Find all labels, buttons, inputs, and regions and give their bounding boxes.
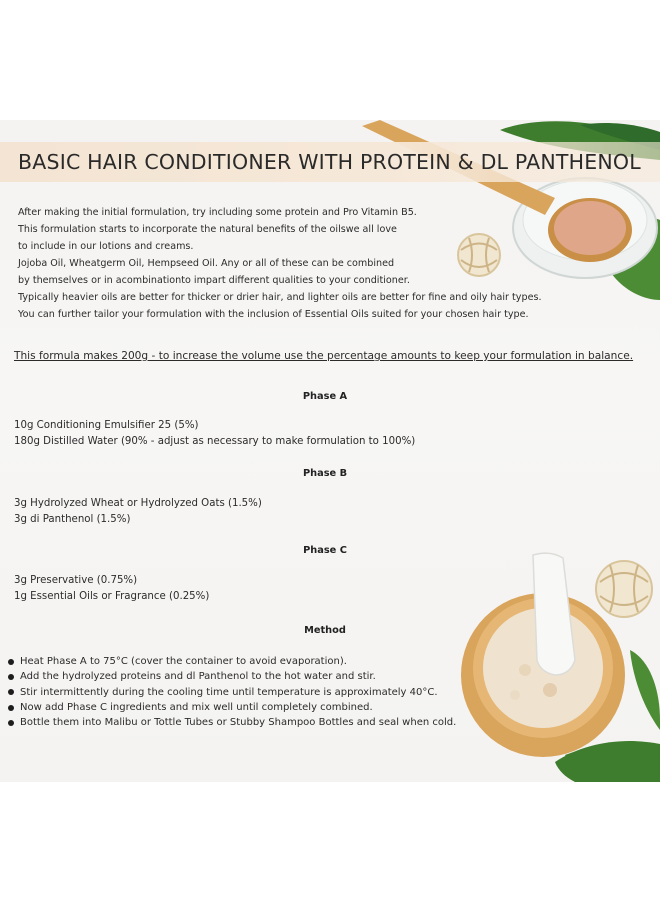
intro-line: You can further tailor your formulation with the inclusion of Essential Oils suited for your chosen hair type.: [18, 309, 529, 320]
method-step: [8, 700, 508, 715]
ingredient-line: 1g Essential Oils or Fragrance (0.25%): [14, 590, 210, 602]
intro-line: This formulation starts to incorporate the natural benefits of the oilswe all love: [18, 224, 397, 235]
method-step: [8, 669, 508, 684]
method-step-text: Now add Phase C ingredients and mix well until completely combined.: [20, 701, 373, 713]
method-heading: Method: [304, 625, 346, 636]
method-list: [8, 654, 508, 730]
intro-line: Typically heavier oils are better for thicker or drier hair, and lighter oils are better for fine and oily hair types.: [18, 292, 542, 303]
method-step: [8, 654, 508, 669]
ingredient-line: 3g Preservative (0.75%): [14, 575, 138, 586]
phase-b-heading: Phase B: [302, 468, 348, 479]
bullet-icon: [8, 705, 14, 711]
intro-line: After making the initial formulation, try including some protein and Pro Vitamin B5.: [18, 207, 417, 218]
bullet-icon: [8, 720, 14, 726]
ingredient-line: 180g Distilled Water (90% - adjust as necessary to make formulation to 100%): [14, 435, 416, 447]
intro-line: to include in our lotions and creams.: [18, 241, 194, 252]
formula-note: This formula makes 200g - to increase the volume use the percentage amounts to keep your formulation in balance.: [14, 350, 634, 362]
bullet-icon: [8, 689, 14, 695]
ingredient-line: 10g Conditioning Emulsifier 25 (5%): [14, 420, 199, 431]
phase-b-ingredients: [14, 496, 494, 527]
method-step: [8, 715, 508, 730]
phase-a-ingredients: [14, 418, 494, 449]
method-step-text: Heat Phase A to 75°C (cover the container to avoid evaporation).: [20, 656, 347, 667]
phase-c-ingredients: [14, 573, 494, 604]
method-step-text: Stir intermittently during the cooling time until temperature is approximately 40°C.: [20, 686, 438, 698]
leaf-icon: [630, 650, 660, 730]
ingredient-line: 3g di Panthenol (1.5%): [14, 513, 131, 525]
intro-line: by themselves or in acombinationto impart different qualities to your conditioner.: [18, 275, 410, 286]
ingredient-line: 3g Hydrolyzed Wheat or Hydrolyzed Oats (1.5%): [14, 498, 262, 509]
intro-paragraph: [18, 204, 558, 323]
phase-a-heading: Phase A: [302, 391, 348, 402]
intro-line: Jojoba Oil, Wheatgerm Oil, Hempseed Oil. Any or all of these can be combined: [18, 258, 395, 269]
method-step-text: Bottle them into Malibu or Tottle Tubes or Stubby Shampoo Bottles and seal when cold.: [20, 717, 457, 729]
leaves-icon: [555, 732, 660, 782]
recipe-card: [0, 120, 660, 782]
page-title: BASIC HAIR CONDITIONER WITH PROTEIN & DL PANTHENOL: [18, 150, 641, 174]
bullet-icon: [8, 674, 14, 680]
phase-c-heading: Phase C: [303, 545, 347, 556]
bullet-icon: [8, 659, 14, 665]
method-step-text: Add the hydrolyzed proteins and dl Panthenol to the hot water and stir.: [20, 671, 376, 683]
method-step: [8, 685, 508, 700]
